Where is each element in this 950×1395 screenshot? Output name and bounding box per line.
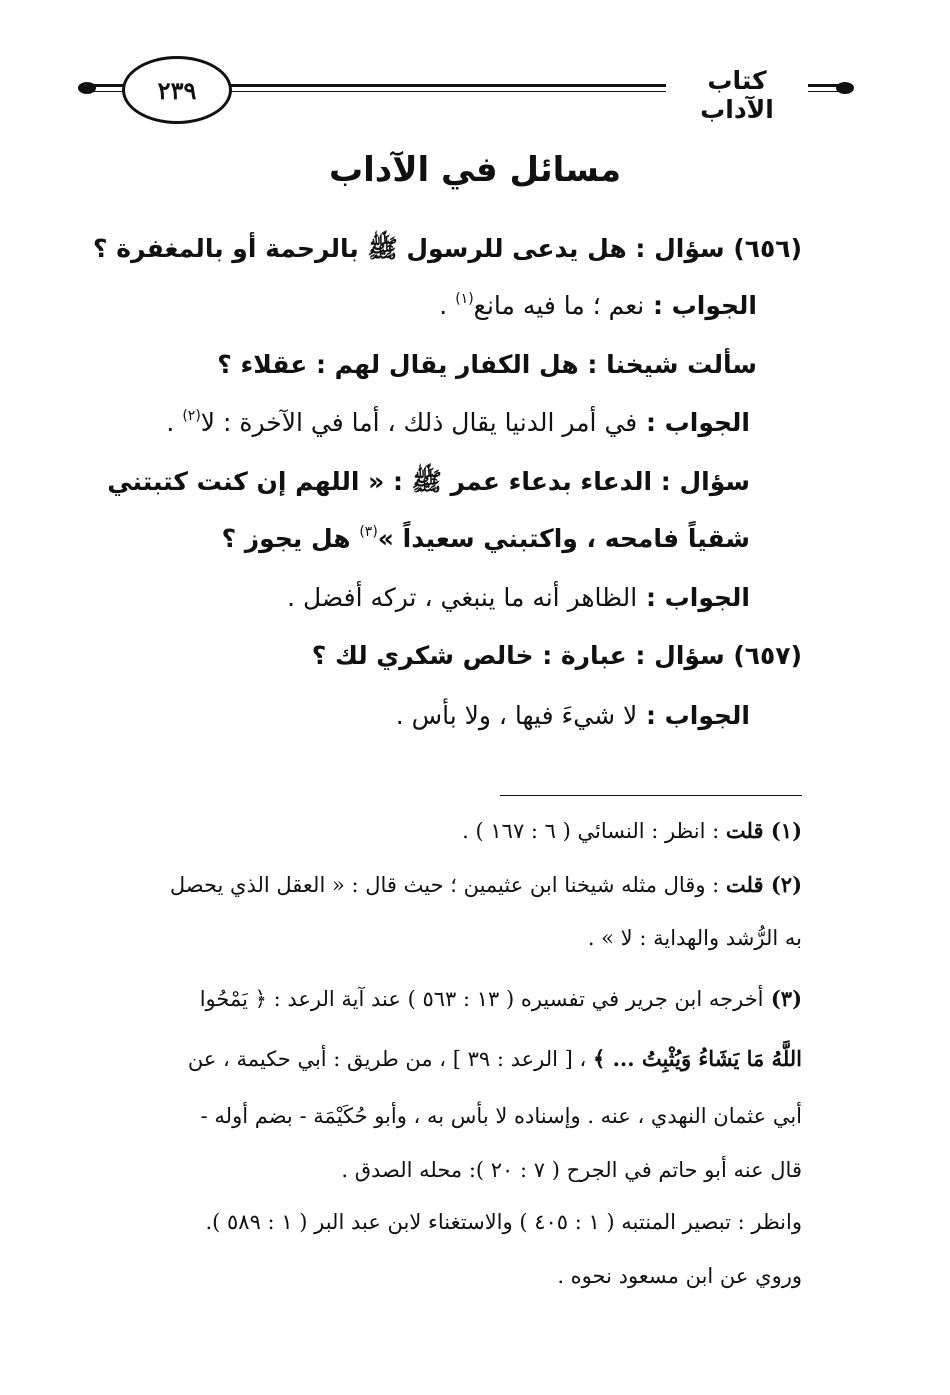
answer-label: الجواب : xyxy=(644,291,757,320)
quran-verse: اللَّهُ مَا يَشَاءُ وَيُثْبِتُ ... ﴾ xyxy=(592,1046,802,1071)
question-text: (٦٥٧) سؤال : عبارة : خالص شكري لك ؟ xyxy=(311,641,802,670)
page-number: ٢٣٩ xyxy=(157,75,197,105)
question-text: شقياً فامحه ، واكتبني سعيداً » xyxy=(377,524,750,553)
answer-label: الجواب : xyxy=(637,701,750,730)
question-continuation xyxy=(222,524,750,553)
answer-label: الجواب : xyxy=(637,583,750,612)
answer-text: نعم ؛ ما فيه مانع xyxy=(473,291,645,320)
footnote-text: به الرُّشد والهداية : لا » . xyxy=(587,926,802,950)
footnote-3 xyxy=(200,986,802,1011)
footnote-number: (٣) xyxy=(763,986,802,1011)
footnote-text: ، [ الرعد : ٣٩ ] ، من طريق : أبي حكيمة ، عن xyxy=(187,1047,593,1071)
footnote-2 xyxy=(170,872,802,897)
footnote-3-line-6 xyxy=(557,1264,802,1288)
answer-text: الظاهر أنه ما ينبغي ، تركه أفضل . xyxy=(287,583,638,612)
footnote-3-line-4 xyxy=(341,1158,802,1182)
header-ornament-right xyxy=(836,82,854,94)
answer-line xyxy=(287,583,750,612)
answer-end: . xyxy=(166,408,183,437)
question-line xyxy=(107,466,750,503)
footnote-text: : وقال مثله شيخنا ابن عثيمين ؛ حيث قال : « العقل الذي يحصل xyxy=(169,873,726,897)
answer-text: في أمر الدنيا يقال ذلك ، أما في الآخرة : لا xyxy=(200,408,638,437)
footnote-text: أخرجه ابن جرير في تفسيره ( ١٣ : ٥٦٣ ) عند آية الرعد : ﴿ يَمْحُوا xyxy=(199,987,764,1011)
question-line xyxy=(217,350,757,379)
question-656 xyxy=(93,233,802,270)
question-text: سؤال : الدعاء بدعاء عمر ﷺ : « اللهم إن كنت كتبتني xyxy=(107,467,750,496)
answer-label: الجواب : xyxy=(637,408,750,437)
question-end: هل يجوز ؟ xyxy=(221,524,360,553)
footnote-text: : انظر : النسائي ( ٦ : ١٦٧ ) . xyxy=(462,819,726,843)
footnote-label: قلت xyxy=(725,872,764,897)
footnote-ref: (١) xyxy=(455,291,474,307)
book-title: كتاب الآداب xyxy=(700,66,774,124)
footnote-3-line-3 xyxy=(201,1104,802,1128)
answer-line xyxy=(396,701,750,730)
answer-line xyxy=(439,291,757,320)
footnote-separator xyxy=(500,795,802,796)
page-number-oval xyxy=(122,56,232,124)
answer-end: . xyxy=(439,291,456,320)
footnote-text: وانظر : تبصير المنتبه ( ١ : ٤٠٥ ) والاستغناء لابن عبد البر ( ١ : ٥٨٩ ). xyxy=(205,1210,802,1234)
footnote-1 xyxy=(462,818,802,843)
section-title: مسائل في الآداب xyxy=(328,150,622,190)
footnote-ref: (٣) xyxy=(359,524,378,540)
footnote-text: أبي عثمان النهدي ، عنه . وإسناده لا بأس به ، وأبو حُكَيْمَة - بضم أوله - xyxy=(200,1104,802,1128)
footnote-2-continuation xyxy=(588,926,802,950)
footnote-3-line-5 xyxy=(205,1210,802,1234)
footnote-label: قلت xyxy=(725,818,764,843)
answer-line xyxy=(166,408,750,437)
question-text: (٦٥٦) سؤال : هل يدعى للرسول ﷺ بالرحمة أو بالمغفرة ؟ xyxy=(93,234,802,263)
footnote-3-line-2 xyxy=(188,1046,802,1071)
footnote-text: وروي عن ابن مسعود نحوه . xyxy=(557,1264,802,1288)
footnote-text: قال عنه أبو حاتم في الجرح ( ٧ : ٢٠ ): محله الصدق . xyxy=(341,1158,802,1182)
footnote-number: (٢) xyxy=(763,872,802,897)
footnote-number: (١) xyxy=(763,818,802,843)
footnote-ref: (٢) xyxy=(182,408,201,424)
question-text: سألت شيخنا : هل الكفار يقال لهم : عقلاء ؟ xyxy=(217,350,757,379)
question-657 xyxy=(312,641,802,670)
answer-text: لا شيءَ فيها ، ولا بأس . xyxy=(395,701,638,730)
